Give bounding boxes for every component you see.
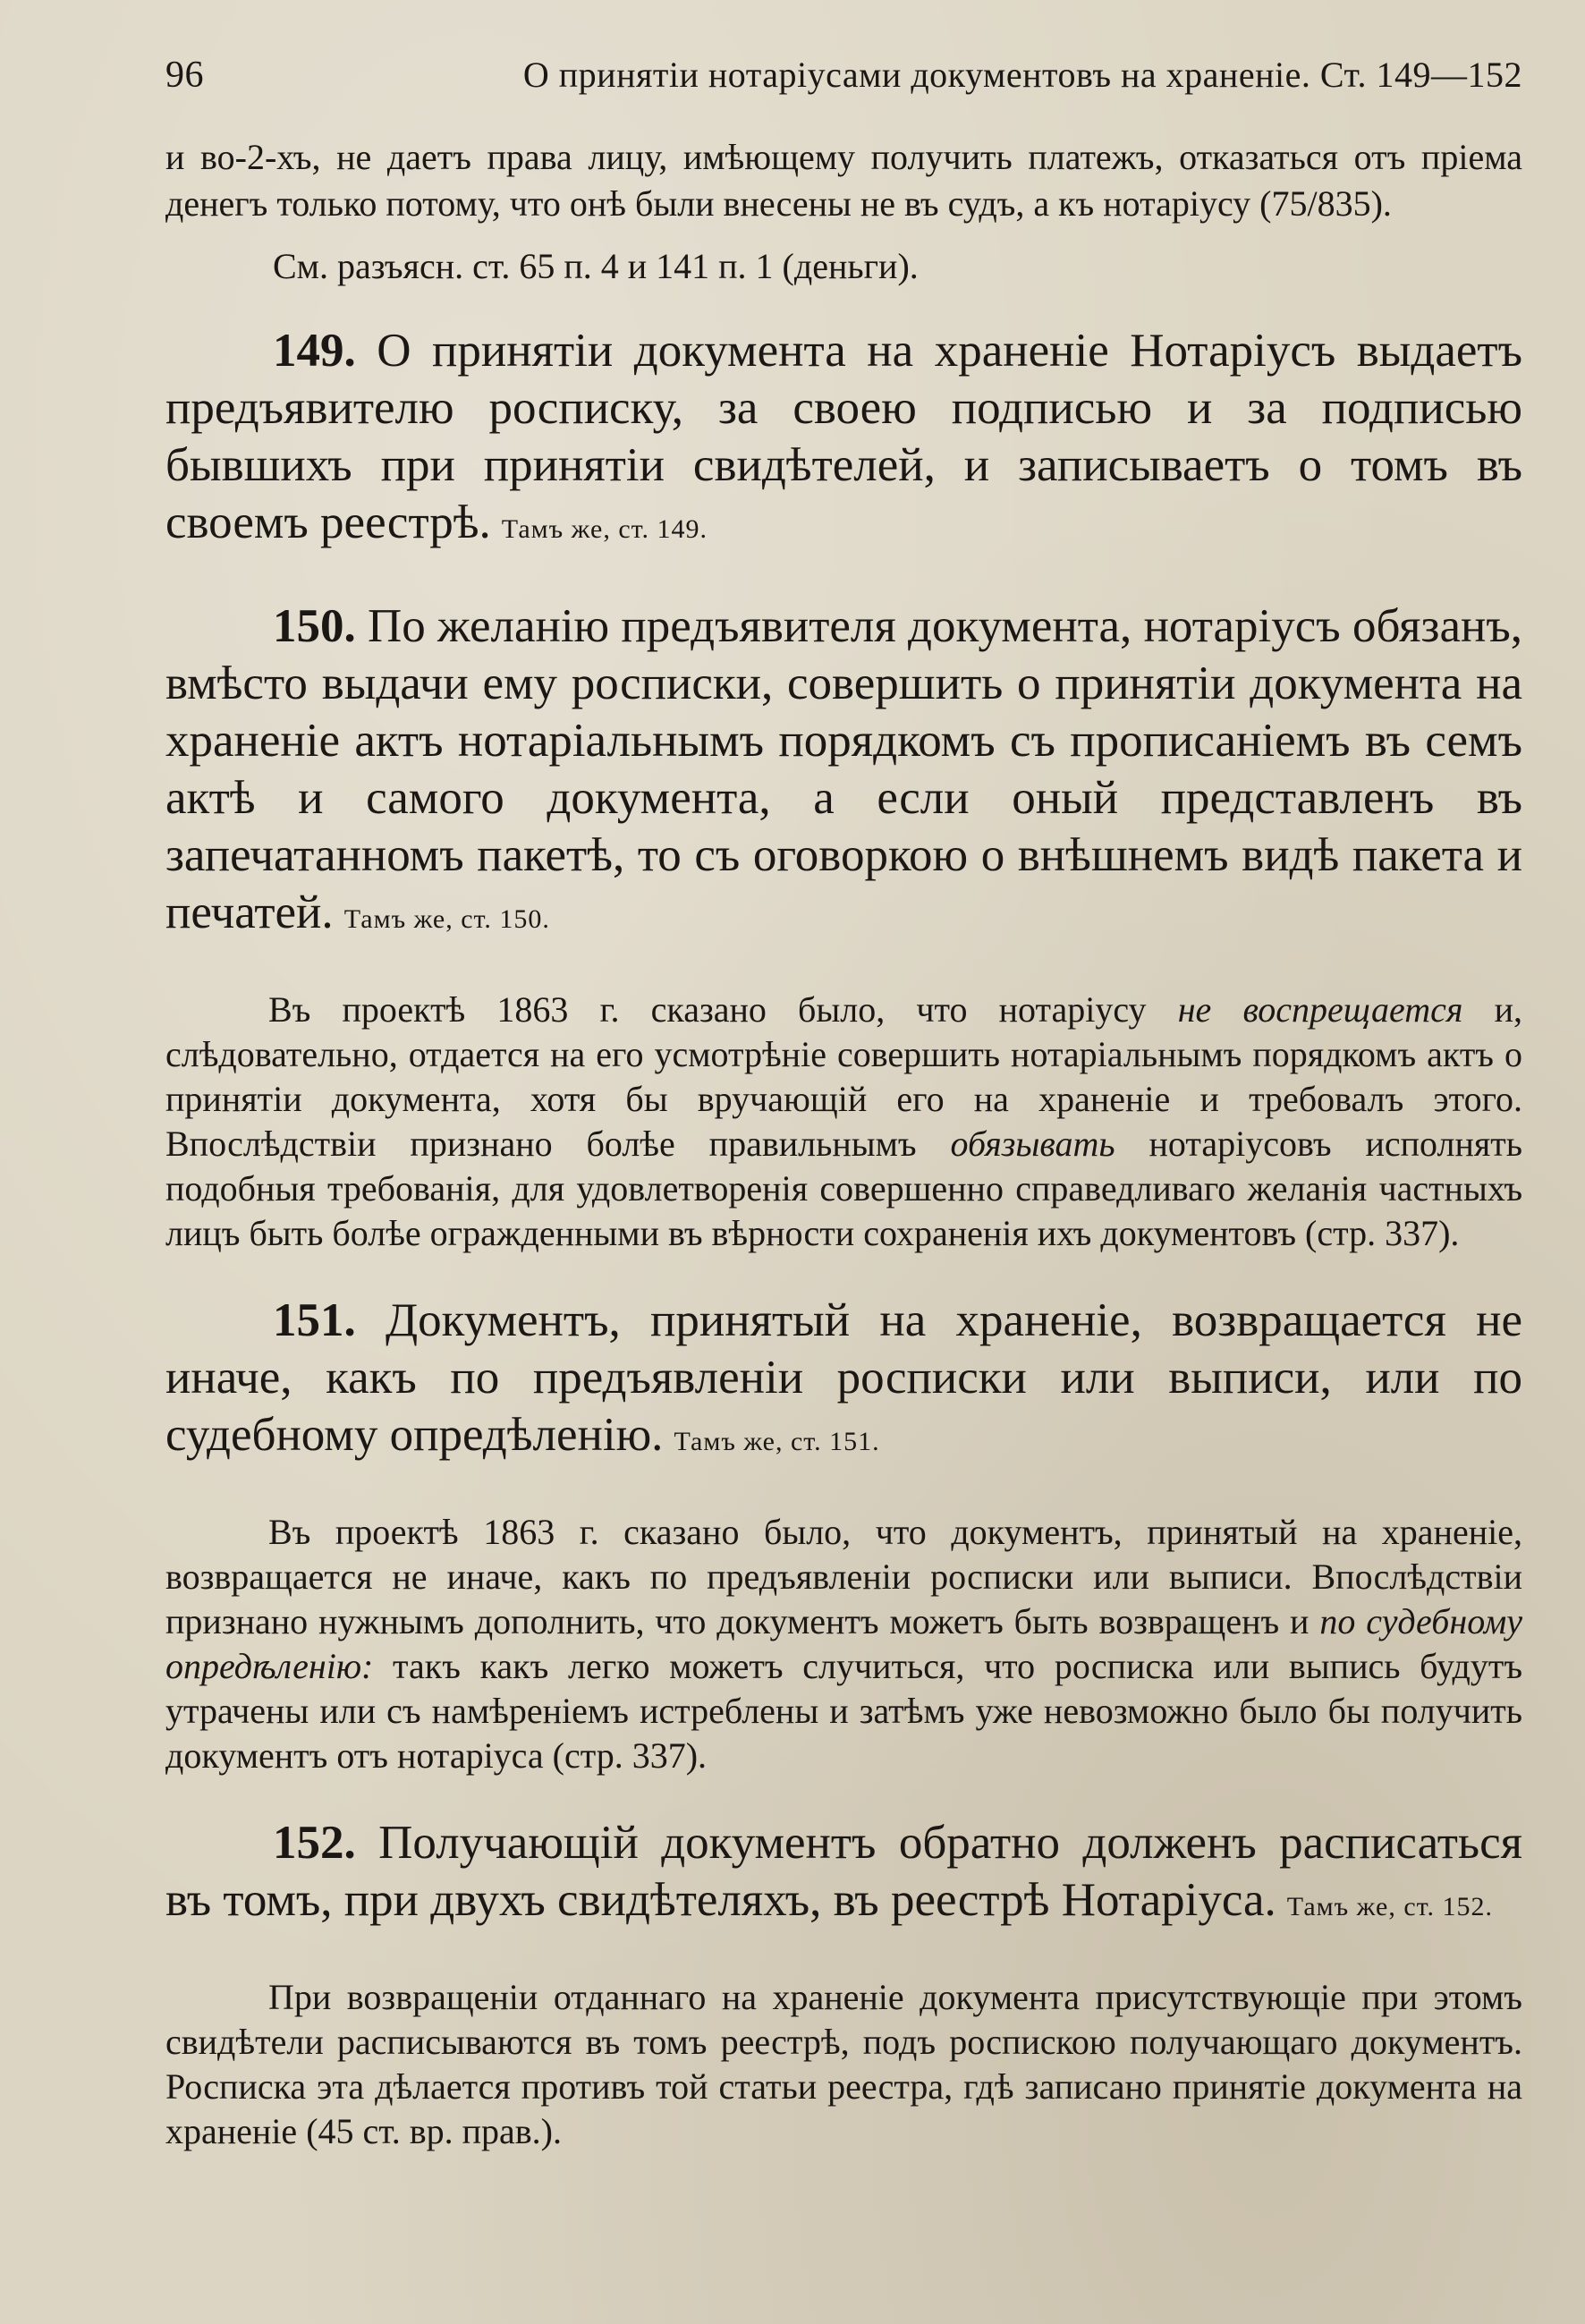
running-title: О принятіи нотаріусами документовъ на храненіе. Ст. 149—152 xyxy=(522,55,1522,95)
article-text: Документъ, принятый на храненіе, возвращается не иначе, какъ по предъявленіи росписки или выписи, или по судебному опредѣленію. xyxy=(165,1294,1522,1461)
note-emphasis: обязывать xyxy=(950,1124,1115,1164)
note-text: и, слѣдовательно, отдается на его усмотрѣніе совершить нотаріальнымъ порядкомъ актъ о принятіи документа, хотя бы вручающій его на храненіе и требовалъ этого. Впослѣдствіи признано болѣе правильнымъ xyxy=(165,989,1523,1164)
article-number: 149. xyxy=(273,325,356,377)
article-151 xyxy=(165,1292,1522,1471)
note-text: Въ проектѣ 1863 г. сказано было, что нотаріусу xyxy=(268,989,1178,1030)
note-150 xyxy=(165,988,1522,1256)
article-number: 150. xyxy=(273,600,356,652)
continuation-paragraph: и во-2-хъ, не даетъ права лицу, имѣющему получить платежъ, отказаться отъ пріема денегъ только потому, что онѣ были внесены не въ судъ, а къ нотаріусу (75/835). xyxy=(165,137,1522,224)
article-source: Тамъ же, ст. 149. xyxy=(501,514,708,544)
note-text: Въ проектѣ 1863 г. сказано было, что документъ, принятый на храненіе, возвращается не иначе, какъ по предъявленіи росписки или выписи. Впослѣдствіи признано нужнымъ дополнить, что документъ можетъ быть возвращенъ и xyxy=(165,1512,1522,1641)
article-150 xyxy=(165,598,1522,948)
article-149 xyxy=(165,322,1522,558)
note-152: При возвращеніи отданнаго на храненіе документа присутствующіе при этомъ свидѣтели расписываются въ томъ реестрѣ, подъ роспискою получающаго документъ. Росписка эта дѣлается противъ той статьи реестра, гдѣ записано принятіе документа на храненіе (45 ст. вр. прав.). xyxy=(165,1977,1522,2151)
page-number: 96 xyxy=(165,55,204,96)
article-text: Получающій документъ обратно долженъ расписаться въ томъ, при двухъ свидѣтеляхъ, въ реестрѣ Нотаріуса. xyxy=(165,1817,1522,1926)
article-152 xyxy=(165,1814,1522,1936)
article-number: 152. xyxy=(273,1817,356,1869)
note-text: такъ какъ легко можетъ случиться, что росписка или выпись будутъ утрачены или съ намѣреніемъ истреблены и затѣмъ уже невозможно было бы получить документъ отъ нотаріуса (стр. 337). xyxy=(165,1646,1522,1776)
note-text: нотаріусовъ исполнять подобныя требованія, для удовлетворенія совершенно справедливаго желанія частныхъ лицъ быть болѣе огражденными въ вѣрности сохраненія ихъ документовъ (стр. 337). xyxy=(165,1124,1522,1253)
article-number: 151. xyxy=(273,1294,356,1346)
article-text: О принятіи документа на храненіе Нотаріусъ выдаетъ предъявителю росписку, за своею подписью и за подписью бывшихъ при принятіи свидѣтелей, и записываетъ о томъ въ своемъ реестрѣ. xyxy=(165,325,1522,548)
note-emphasis: не воспрещается xyxy=(1177,989,1463,1030)
note-151 xyxy=(165,1510,1522,1778)
article-source: Тамъ же, ст. 150. xyxy=(343,904,550,934)
cross-reference: См. разъясн. ст. 65 п. 4 и 141 п. 1 (деньги). xyxy=(273,246,919,286)
article-source: Тамъ же, ст. 151. xyxy=(674,1427,880,1456)
note-emphasis: по судебному опредѣленію: xyxy=(165,1601,1522,1686)
article-source: Тамъ же, ст. 152. xyxy=(1286,1892,1493,1921)
running-head xyxy=(165,54,1522,97)
article-text: По желанію предъявителя документа, нотаріусъ обязанъ, вмѣсто выдачи ему росписки, совершить о принятіи документа на храненіе актъ нотаріальнымъ порядкомъ съ прописаніемъ въ семъ актѣ и самого документа, а если оный представленъ въ запечатанномъ пакетѣ, то съ оговоркою о внѣшнемъ видѣ пакета и печатей. xyxy=(165,600,1522,938)
